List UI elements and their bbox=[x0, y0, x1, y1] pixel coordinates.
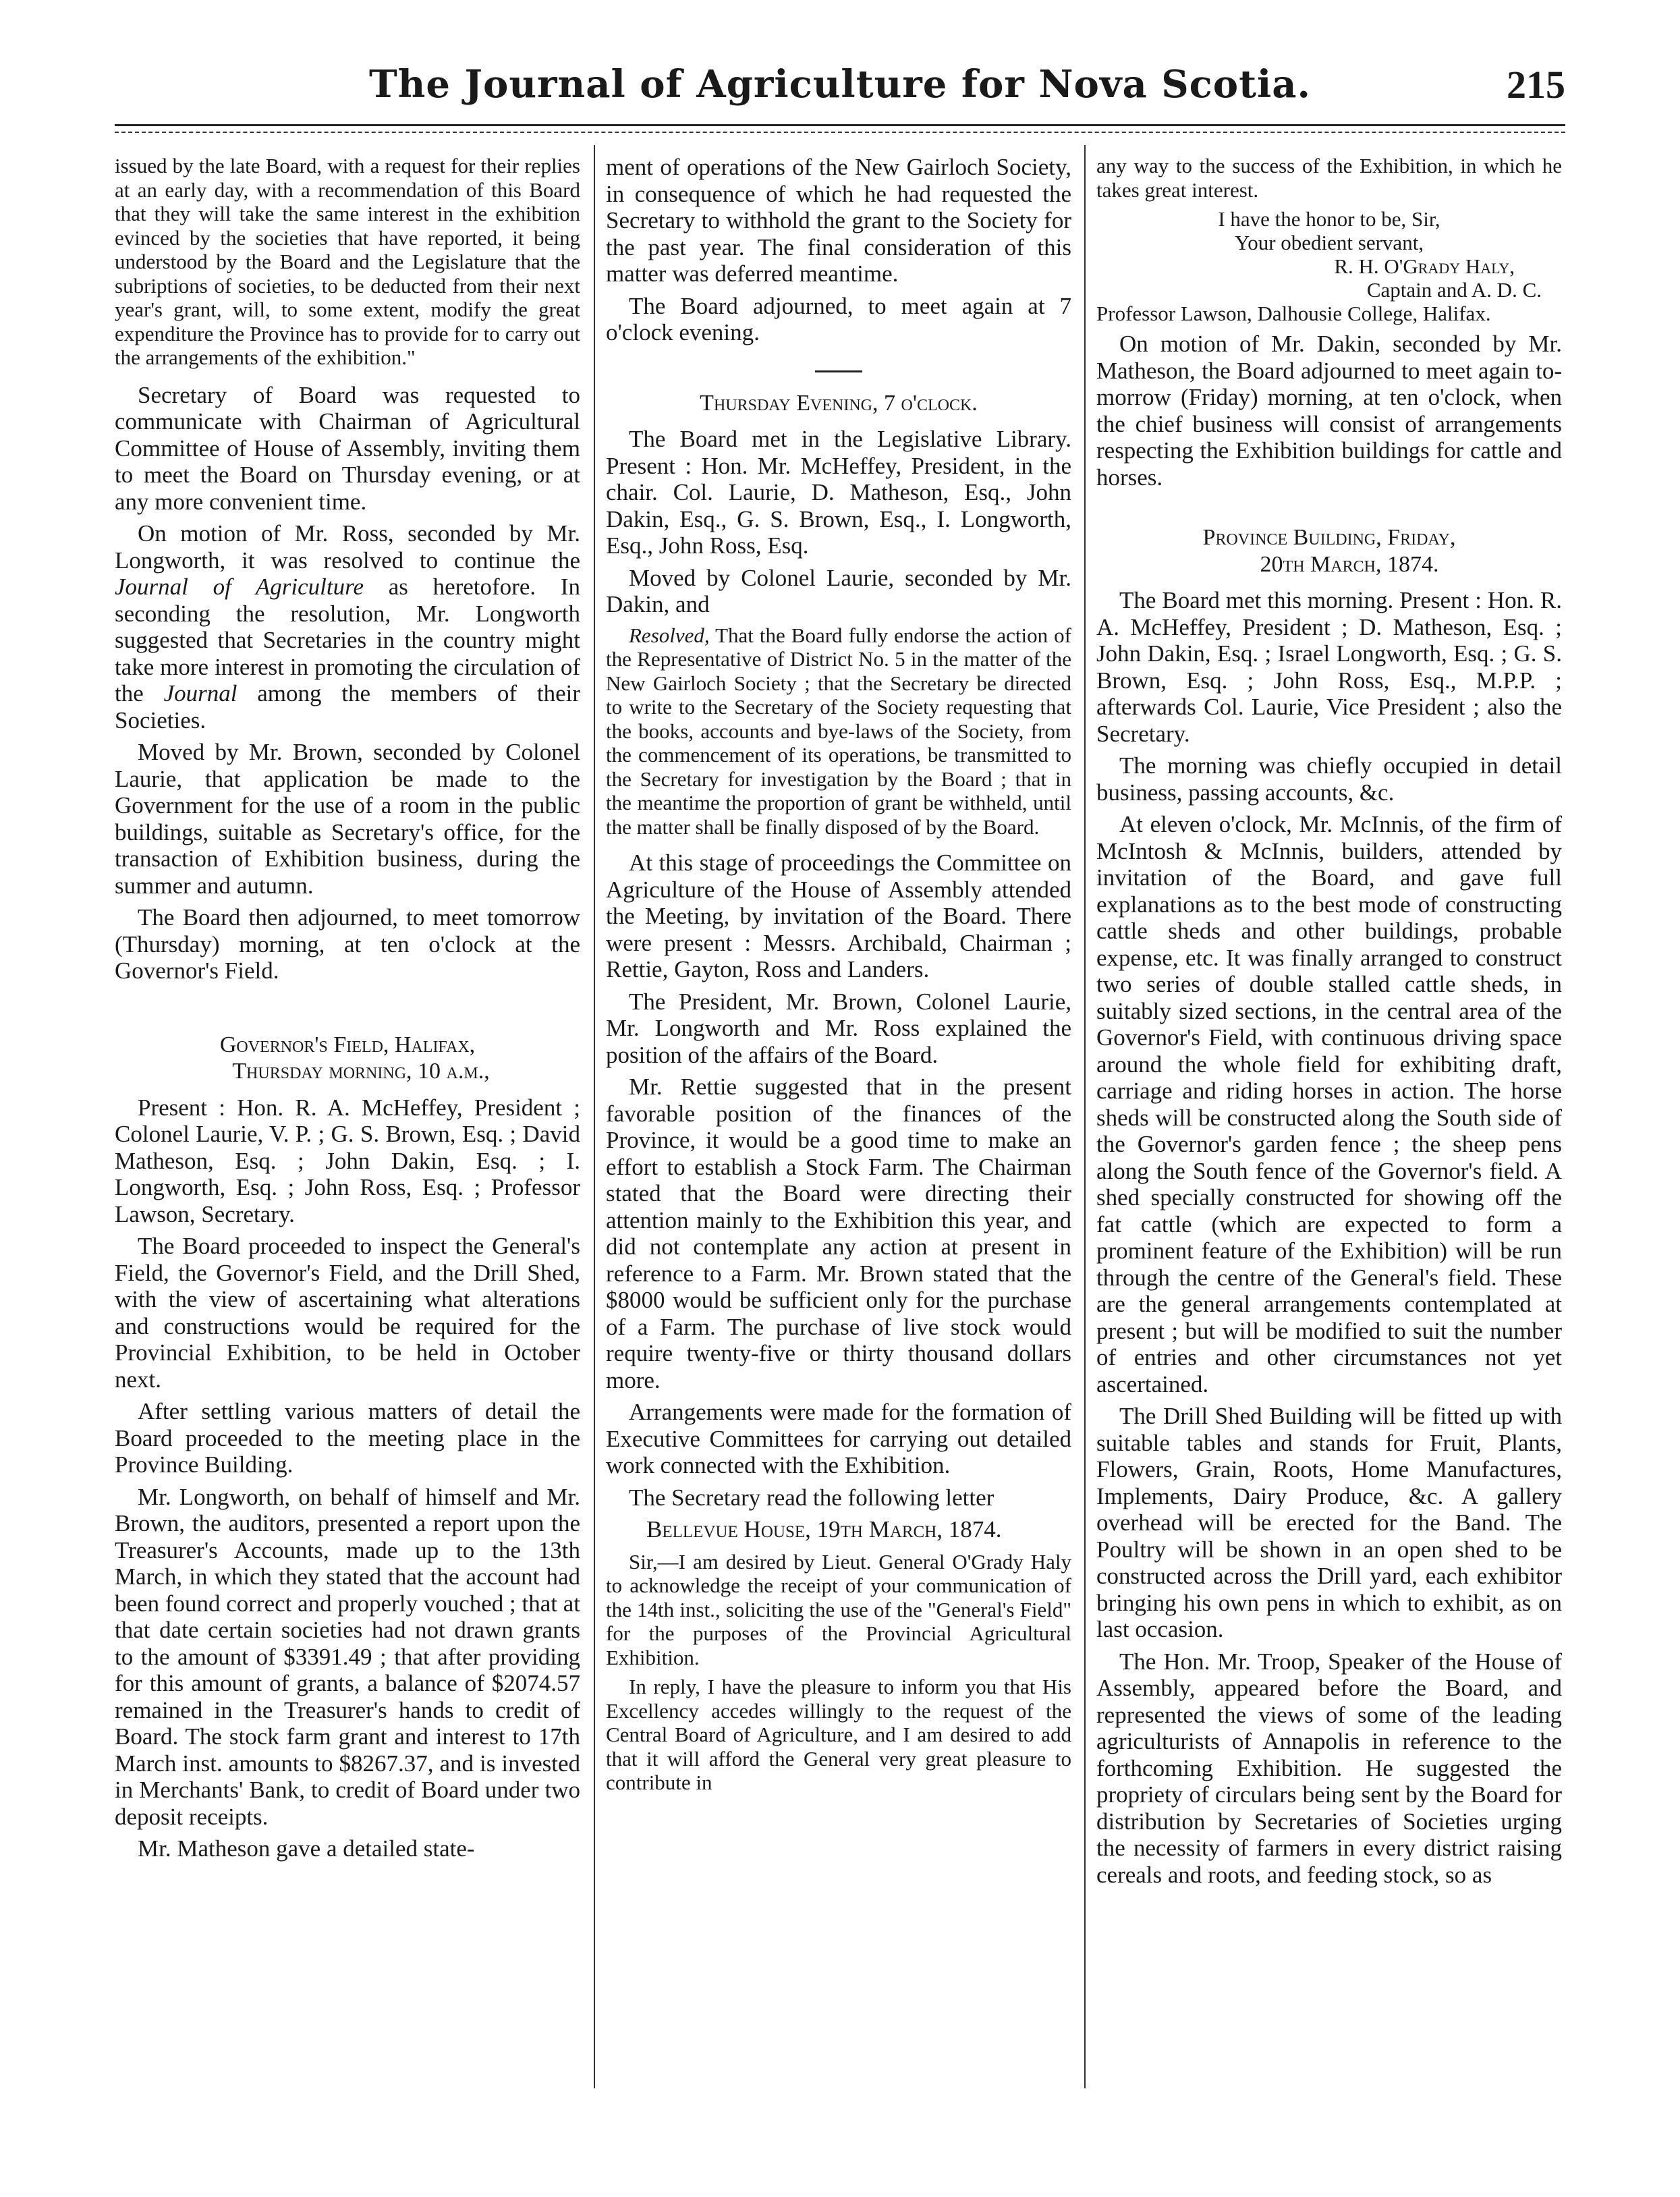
paragraph: At eleven o'clock, Mr. McInnis, of the firm of McIntosh & McInnis, builders, attended by invitation of the Board, and gave full explanations as to the best mode of constructing cattle sheds and other buildings, probable expense, etc. It was finally arranged to construct two series of double stalled cattle sheds, in suitably sized sections, in the central area of the Governor's Field, with continuous driving space around the whole field for exhibiting draft, carriage and riding horses in action. The horse sheds will be constructed along the South side of the Governor's garden fence ; the sheep pens along the South fence of the Governor's field. A shed specially constructed for showing off the fat cattle (which are expected to form a prominent feature of the Exhibition) will be run through the centre of the General's field. These are the general arrangements contemplated at present ; but will be modified to suit the number of entries and other circumstances not yet ascertained. bbox=[1096, 811, 1562, 1397]
paragraph: The Drill Shed Building will be fitted up with suitable tables and stands for Fruit, Plants, Flowers, Grain, Roots, Home Manufactures, Implements, Dairy Produce, &c. A gallery overhead will be erected for the Band. The Poultry will be shown in an open shed to be constructed across the Drill yard, each exhibitor bringing his own pens in which to exhibit, as on last occasion. bbox=[1096, 1403, 1562, 1642]
paragraph: Mr. Longworth, on behalf of himself and Mr. Brown, the auditors, presented a report upon the Treasurer's Accounts, made up to the 13th March, in which they stated that the account had been found correct and properly vouched ; that at that date certain societies had not drawn grants to the amount of $3391.49 ; that after providing for this amount of grants, a balance of $2074.57 remained in the Treasurer's hands to credit of Board. The stock farm grant and interest to 17th March inst. amounts to $8267.37, and is invested in Merchants' Bank, to credit of Board under two deposit receipts. bbox=[115, 1483, 580, 1830]
section-heading: Governor's Field, Halifax, Thursday morning, 10 a.m., bbox=[219, 1032, 490, 1084]
paragraph: Moved by Mr. Brown, seconded by Colonel Laurie, that application be made to the Government for the use of a room in the public buildings, suitable as Secretary's office, for the transaction of Exhibition business, during the summer and autumn. bbox=[115, 739, 580, 899]
paragraph: Present : Hon. R. A. McHeffey, President ; Colonel Laurie, V. P. ; G. S. Brown, Esq. ; David Matheson, Esq. ; John Dakin, Esq. ; I. Longworth, Esq. ; John Ross, Esq. ; Professor Lawson, Secretary. bbox=[115, 1094, 580, 1227]
paragraph: Arrangements were made for the formation of Executive Committees for carrying out detailed work connected with the Exhibition. bbox=[606, 1399, 1071, 1478]
paragraph: ment of operations of the New Gairloch Society, in consequence of which he had requested the Secretary to withhold the grant to the Society for the past year. The final consideration of this matter was deferred meantime. bbox=[606, 154, 1071, 287]
paragraph: Mr. Rettie suggested that in the present favorable position of the finances of the Province, it would be a good time to make an effort to establish a Stock Farm. The Chairman stated that the Board were directing their attention mainly to the Exhibition this year, and did not contemplate any action at present in reference to a Farm. Mr. Brown stated that the $8000 would be sufficient only for the purchase of a Farm. The purchase of live stock would require twenty-five or thirty thousand dollars more. bbox=[606, 1074, 1071, 1393]
paragraph: On motion of Mr. Ross, seconded by Mr. Longworth, it was resolved to continue the Journal of Agriculture as heretofore. In seconding the resolution, Mr. Longworth suggested that Secretaries in the country might take more interest in promoting the circulation of the Journal among the members of their Societies. bbox=[115, 520, 580, 733]
letter-signature: R. H. O'Grady Haly, bbox=[1334, 254, 1515, 278]
section-divider bbox=[815, 370, 862, 372]
header-dashed-rule bbox=[115, 132, 1565, 133]
paragraph: At this stage of proceedings the Committee on Agriculture of the House of Assembly attended the Meeting, by invitation of the Board. There were present : Messrs. Archibald, Chairman ; Rettie, Gayton, Ross and Landers. bbox=[606, 850, 1071, 982]
column-3 bbox=[1096, 154, 1562, 2097]
letter-addressee: Professor Lawson, Dalhousie College, Halifax. bbox=[1096, 302, 1491, 325]
paragraph: Secretary of Board was requested to communicate with Chairman of Agricultural Committee of House of Assembly, inviting them to meet the Board on Thursday evening, or at any more convenient time. bbox=[115, 381, 580, 515]
column-divider bbox=[1084, 145, 1086, 2088]
paragraph: The Board met in the Legislative Library. Present : Hon. Mr. McHeffey, President, in the chair. Col. Laurie, D. Matheson, Esq., John Dakin, Esq., G. S. Brown, Esq., I. Longworth, Esq., John Ross, Esq. bbox=[606, 426, 1071, 559]
resolution-paragraph: Resolved, That the Board fully endorse the action of the Representative of District No. 5 in the matter of the New Gairloch Society ; that the Secretary be directed to write to the Secretary of the Society requesting that the books, accounts and bye-laws of the Society, from the commencement of its operations, be transmitted to the Secretary for investigation by the Board ; that in the meantime the proportion of grant be withheld, until the matter shall be finally disposed of by the Board. bbox=[606, 623, 1071, 839]
column-2 bbox=[606, 154, 1071, 2097]
paragraph: The Board then adjourned, to meet tomorrow (Thursday) morning, at ten o'clock at the Governor's Field. bbox=[115, 904, 580, 984]
page-number: 215 bbox=[1507, 63, 1565, 107]
section-heading: Province Building, Friday, 20th March, 1874. bbox=[1202, 525, 1456, 577]
paragraph: On motion of Mr. Dakin, seconded by Mr. Matheson, the Board adjourned to meet again to-morrow (Friday) morning, at ten o'clock, when the chief business will consist of arrangements respecting the Exhibition buildings for cattle and horses. bbox=[1096, 331, 1562, 491]
letter-paragraph: Sir,—I am desired by Lieut. General O'Grady Haly to acknowledge the receipt of your communication of the 14th inst., soliciting the use of the "General's Field" for the purposes of the Provincial Agricultural Exhibition. bbox=[606, 1549, 1071, 1669]
paragraph: The morning was chiefly occupied in detail business, passing accounts, &c. bbox=[1096, 752, 1562, 806]
paragraph: The President, Mr. Brown, Colonel Laurie, Mr. Longworth and Mr. Ross explained the position of the affairs of the Board. bbox=[606, 988, 1071, 1068]
paragraph: The Secretary read the following letter bbox=[629, 1484, 995, 1511]
paragraph: Moved by Colonel Laurie, seconded by Mr. Dakin, and bbox=[606, 564, 1071, 617]
page-header bbox=[115, 62, 1565, 123]
paragraph: The Hon. Mr. Troop, Speaker of the House of Assembly, appeared before the Board, and represented the views of some of the leading agriculturists of Annapolis in reference to the forthcoming Exhibition. He suggested the propriety of circulars being sent by the Board for distribution by Secretaries of Societies urging the necessity of farmers in every district raising cereals and roots, and feeding stock, so as bbox=[1096, 1648, 1562, 1888]
paragraph: issued by the late Board, with a request for their replies at an early day, with a recommendation of this Board that they will take the same interest in the exhibition evinced by the societies that have reported, it being understood by the Board and the Legislature that the subriptions of societies, to be deducted from their next year's grant, will, to some extent, modify the great expenditure the Province has to provide for to carry out the arrangements of the exhibition." bbox=[115, 154, 580, 369]
letter-paragraph: any way to the success of the Exhibition, in which he takes great interest. bbox=[1096, 154, 1562, 202]
letter-dateline: Bellevue House, 19th March, 1874. bbox=[646, 1516, 1002, 1542]
letter-closing: I have the honor to be, Sir, bbox=[1218, 207, 1440, 231]
letter-closing: Your obedient servant, bbox=[1234, 231, 1424, 254]
paragraph: After settling various matters of detail the Board proceeded to the meeting place in the Province Building. bbox=[115, 1398, 580, 1478]
paragraph: Mr. Matheson gave a detailed state- bbox=[138, 1835, 475, 1862]
paragraph: The Board adjourned, to meet again at 7 o'clock evening. bbox=[606, 292, 1071, 345]
section-heading: Thursday Evening, 7 o'clock. bbox=[700, 390, 978, 416]
column-divider bbox=[594, 145, 595, 2088]
paragraph: The Board proceeded to inspect the General's Field, the Governor's Field, and the Drill Shed, with the view of ascertaining what alterations and constructions would be required for the Provincial Exhibition, to be held in October next. bbox=[115, 1233, 580, 1393]
header-rule bbox=[115, 124, 1565, 126]
paragraph: The Board met this morning. Present : Hon. R. A. McHeffey, President ; D. Matheson, Esq. ; John Dakin, Esq. ; Israel Longworth, Esq. ; G. S. Brown, Esq. ; John Ross, Esq., M.P.P. ; afterwards Col. Laurie, Vice President ; also the Secretary. bbox=[1096, 587, 1562, 747]
column-1 bbox=[115, 154, 580, 2097]
running-title: The Journal of Agriculture for Nova Scotia. bbox=[368, 62, 1312, 107]
letter-signature-title: Captain and A. D. C. bbox=[1366, 278, 1542, 302]
letter-paragraph: In reply, I have the pleasure to inform you that His Excellency accedes willingly to the request of the Central Board of Agriculture, and I am desired to add that it will afford the General very great pleasure to contribute in bbox=[606, 1675, 1071, 1794]
